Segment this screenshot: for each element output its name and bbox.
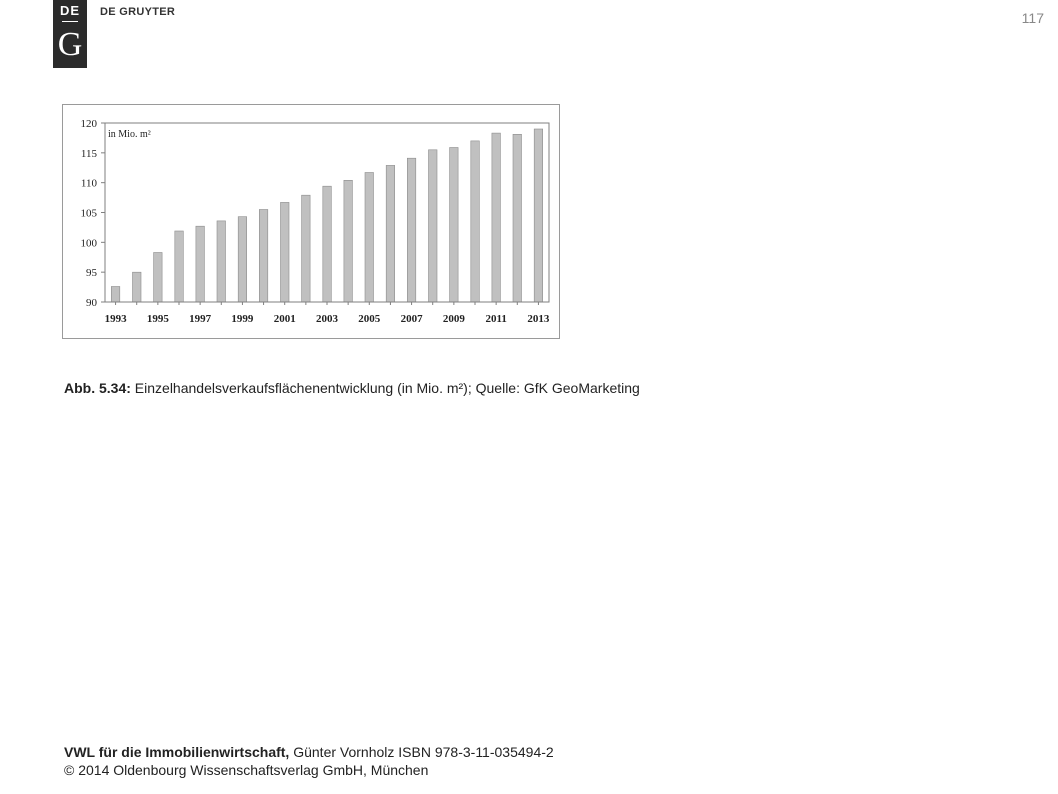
unit-label: in Mio. m² <box>108 129 151 140</box>
bar-2012 <box>513 134 522 302</box>
bar-2001 <box>281 202 290 302</box>
bar-chart <box>63 105 561 340</box>
page-number: 117 <box>1021 10 1044 26</box>
bar-2003 <box>323 186 332 302</box>
x-tick-label-1995: 1995 <box>146 313 169 325</box>
bar-1997 <box>196 226 205 302</box>
bar-2004 <box>344 180 353 302</box>
bar-1999 <box>238 217 247 302</box>
logo-divider <box>62 21 78 22</box>
book-title: VWL für die Immobilienwirtschaft, <box>64 744 290 760</box>
bar-2009 <box>450 148 459 303</box>
bar-2006 <box>386 165 395 302</box>
y-tick-label-1: 95 <box>86 267 97 280</box>
x-tick-label-2013: 2013 <box>527 313 550 325</box>
publisher-logo <box>53 0 87 68</box>
x-tick-label-2005: 2005 <box>358 313 381 325</box>
caption-label: Abb. 5.34: <box>64 380 131 396</box>
x-tick-label-1999: 1999 <box>231 313 254 325</box>
bar-2000 <box>259 210 268 303</box>
bar-1994 <box>133 272 142 302</box>
bar-2013 <box>534 129 543 302</box>
publisher-name: DE GRUYTER <box>100 6 176 18</box>
y-tick-label-0: 90 <box>86 297 97 309</box>
y-axis-ticks <box>81 118 106 309</box>
x-tick-label-2009: 2009 <box>442 313 465 325</box>
copyright: © 2014 Oldenbourg Wissenschaftsverlag GmbH, München <box>64 762 429 778</box>
x-tick-label-2011: 2011 <box>485 313 507 325</box>
x-tick-label-2003: 2003 <box>316 313 338 325</box>
bar-2007 <box>407 158 416 302</box>
footer-line-1 <box>64 743 554 761</box>
x-tick-label-2001: 2001 <box>273 313 296 325</box>
x-tick-label-1993: 1993 <box>104 313 127 325</box>
figure-caption <box>64 380 640 396</box>
y-tick-label-4: 110 <box>80 177 97 190</box>
chart-frame <box>62 104 560 339</box>
x-tick-label-1997: 1997 <box>189 313 212 325</box>
bars <box>111 129 542 302</box>
y-tick-label-3: 105 <box>80 207 97 220</box>
x-axis-ticks <box>105 302 550 325</box>
bar-1996 <box>175 231 184 302</box>
y-tick-label-5: 115 <box>80 147 97 160</box>
bar-2008 <box>429 150 438 302</box>
footer <box>64 743 554 779</box>
logo-bottom-text: G <box>57 26 83 63</box>
bar-2005 <box>365 173 374 303</box>
bar-2011 <box>492 133 501 302</box>
logo-top-text: DE <box>59 3 81 18</box>
bar-1995 <box>154 253 163 303</box>
caption-text: Einzelhandelsverkaufsflächenentwicklung (in Mio. m²); Quelle: GfK GeoMarketing <box>134 380 640 396</box>
bar-1998 <box>217 221 226 302</box>
bar-2002 <box>302 195 311 302</box>
y-tick-label-2: 100 <box>80 237 97 250</box>
y-tick-label-6: 120 <box>80 118 97 130</box>
x-tick-label-2007: 2007 <box>400 313 423 325</box>
author-isbn: Günter Vornholz ISBN 978-3-11-035494-2 <box>293 744 554 760</box>
bar-1993 <box>111 287 120 303</box>
bar-2010 <box>471 141 480 302</box>
